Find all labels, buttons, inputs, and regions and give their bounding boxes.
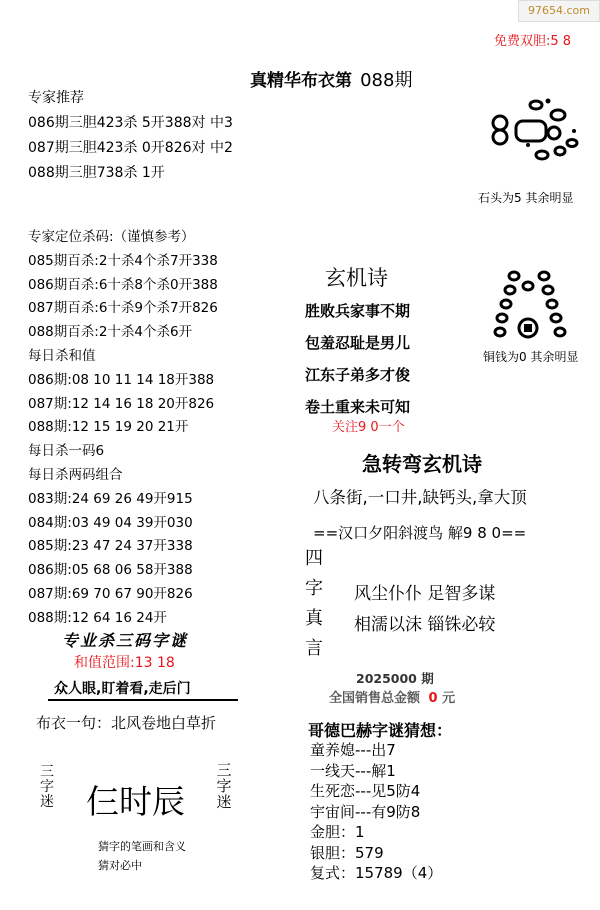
- expert-recommend: [28, 86, 233, 186]
- sharp-turn-answer: ==汉口夕阳斜渡鸟 解9 8 0==: [313, 524, 527, 542]
- position-kill-line: 087期百杀:6十杀9个杀7开826: [28, 300, 218, 317]
- position-kill-line: 085期百杀:2十杀4个杀7开338: [28, 252, 218, 269]
- four-char-item: 真: [305, 608, 323, 629]
- goethe-heading: 哥德巴赫字谜猜想：: [308, 721, 453, 740]
- goethe-line: 金胆：1: [310, 823, 365, 841]
- hint-line: 猜字的笔画和含义: [98, 840, 186, 853]
- four-char-row: 风尘仆仆 足智多谋: [354, 584, 496, 604]
- divider: [48, 699, 238, 701]
- xuanji-heading: 玄机诗: [325, 266, 388, 290]
- page-title: [250, 66, 412, 92]
- sales-amount: 0: [428, 691, 438, 706]
- big-riddle: 仨时辰: [86, 782, 185, 821]
- expert-heading: 专家推荐: [28, 90, 84, 106]
- daily-two-line: 085期:23 47 24 37开338: [28, 538, 193, 555]
- expert-line: 086期三胆423杀 5开388对 中3: [28, 115, 233, 131]
- pro-kill-heading: 专业杀三码字谜: [62, 631, 189, 650]
- vertical-label-right: 三字迷: [216, 761, 232, 811]
- daily-sum-line: 087期:12 14 16 18 20开826: [28, 395, 215, 412]
- daily-two-line: 084期:03 49 04 39开030: [28, 514, 193, 531]
- expert-line: 088期三胆738杀 1开: [28, 165, 165, 181]
- position-kill-line: 088期百杀:2十杀4个杀6开: [28, 324, 193, 341]
- xuanji-note: 关注9 0一个: [332, 420, 405, 435]
- sum-range: 和值范围:13 18: [74, 655, 175, 671]
- poem-line: 包羞忍耻是男儿: [305, 334, 411, 352]
- buyi-line: 布衣一句：北风卷地白草折: [36, 714, 217, 732]
- four-char-item: 言: [305, 638, 323, 659]
- vertical-label-left: 三字迷: [40, 764, 54, 810]
- daily-two-line: 083期:24 69 26 49开915: [28, 490, 193, 507]
- daily-two-line: 087期:69 70 67 90开826: [28, 585, 193, 602]
- daily-two-heading: 每日杀两码组合: [28, 466, 123, 483]
- sales-issue: 2025000 期: [356, 671, 434, 686]
- poem-line: 胜败兵家事不期: [305, 302, 411, 320]
- site-badge: 97654.com: [518, 0, 600, 22]
- daily-one-kill: 每日杀一码6: [28, 443, 105, 460]
- four-char-item: 字: [305, 578, 323, 599]
- sales-total: [329, 687, 455, 706]
- position-kill-line: 086期百杀:6十杀8个杀0开388: [28, 276, 218, 293]
- expert-line: 087期三胆423杀 0开826对 中2: [28, 140, 233, 156]
- free-double: 免费双胆:5 8: [494, 34, 572, 49]
- coins-riddle-picture: [490, 268, 572, 346]
- sales-label: 全国销售总金额: [329, 691, 421, 706]
- four-char-row: 相濡以沫 锱铢必较: [354, 615, 496, 635]
- crowd-riddle: 众人眼,盯着看,走后门: [54, 681, 191, 697]
- sales-unit: 元: [442, 691, 456, 706]
- goethe-line: 一线天---解1: [310, 761, 396, 780]
- poem-line: 江东子弟多才俊: [305, 366, 411, 384]
- xuanji-poem: [305, 295, 410, 423]
- title-prefix: 真精华布衣第: [250, 71, 352, 91]
- goethe-line: 复式：15789（4）: [310, 864, 443, 882]
- daily-two-line: 086期:05 68 06 58开388: [28, 562, 193, 579]
- stones-riddle-picture: [478, 93, 588, 183]
- daily-sum-line: 086期:08 10 11 14 18开388: [28, 371, 215, 388]
- four-char-item: 四: [305, 548, 323, 569]
- goethe-line: 生死恋---见5防4: [310, 782, 421, 800]
- four-char-column: [305, 544, 323, 664]
- sharp-turn-line: 八条街,一口井,缺钙头,拿大顶: [313, 488, 527, 507]
- stones-caption: 石头为5 其余明显: [478, 191, 574, 205]
- daily-sum-line: 088期:12 15 19 20 21开: [28, 419, 189, 436]
- daily-sum-heading: 每日杀和值: [28, 347, 96, 364]
- hint-line: 猜对必中: [98, 859, 142, 872]
- position-kill-heading: 专家定位杀码:（谨慎参考）: [28, 229, 195, 245]
- sharp-turn-heading: 急转弯玄机诗: [362, 452, 482, 476]
- goethe-line: 童养媳---出7: [310, 741, 396, 759]
- kill-code-lists: [28, 226, 218, 631]
- goethe-line: 银胆：579: [310, 843, 384, 862]
- daily-two-line: 088期:12 64 16 24开: [28, 609, 167, 626]
- poem-line: 卷土重来未可知: [305, 398, 411, 416]
- goethe-line: 宇宙间---有9防8: [310, 802, 421, 821]
- title-issue: 088期: [360, 70, 413, 91]
- goethe-list: [310, 740, 442, 884]
- coins-caption: 铜钱为0 其余明显: [483, 350, 579, 364]
